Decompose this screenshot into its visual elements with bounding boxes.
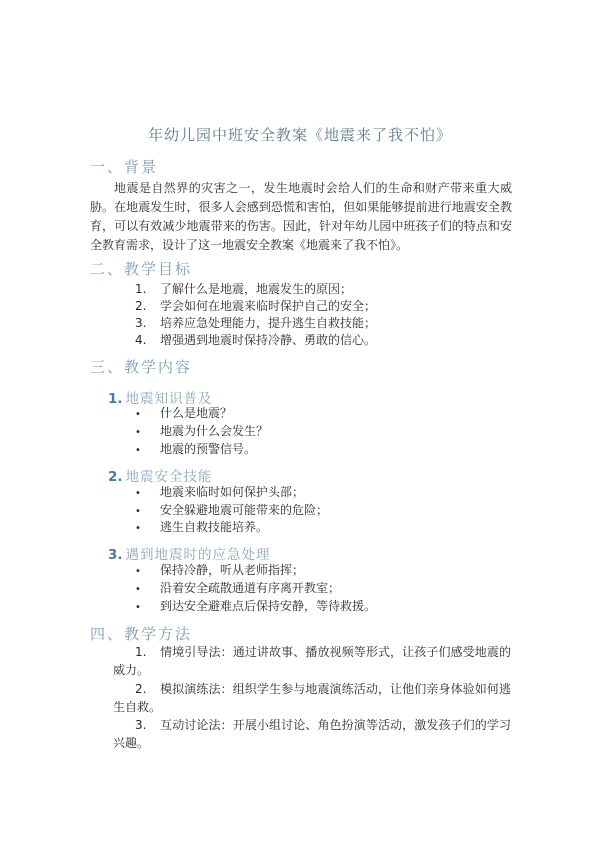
item-text: 增强遇到地震时保持冷静、勇敢的信心。: [160, 333, 377, 347]
item-text: 了解什么是地震，地震发生的原因；: [160, 282, 353, 296]
subheading-text: 地震安全技能: [125, 469, 213, 485]
item-number: 3.: [135, 718, 147, 732]
bullet-item: [135, 562, 304, 580]
item-text: 到达安全避难点后保持安静，等待救援。: [160, 599, 377, 613]
bullet-item: [135, 405, 232, 423]
bullet-icon: •: [135, 523, 141, 534]
subheading-emergency: [108, 543, 271, 563]
heading-goals: 二、教学目标: [90, 260, 193, 278]
bullet-icon: •: [135, 566, 141, 577]
item-text: 模拟演练法：组织学生参与地震演练活动，让他们亲身体验如何逃生自救。: [113, 682, 511, 714]
bullet-item: [135, 441, 256, 459]
item-text: 培养应急处理能力，提升逃生自救技能；: [160, 316, 377, 330]
goal-item: [135, 332, 376, 349]
bullet-icon: •: [135, 409, 141, 420]
subheading-number: 2.: [108, 469, 123, 485]
bullet-icon: •: [135, 488, 141, 499]
bullet-item: [135, 519, 268, 537]
item-text: 情境引导法：通过讲故事、播放视频等形式，让孩子们感受地震的威力。: [113, 645, 511, 677]
goal-item: [135, 298, 376, 315]
method-item: [113, 643, 511, 679]
item-text: 互动讨论法：开展小组讨论、角色扮演等活动，激发孩子们的学习兴趣。: [113, 718, 511, 750]
item-text: 地震为什么会发生？: [160, 424, 269, 438]
item-text: 保持冷静，听从老师指挥；: [160, 563, 305, 577]
item-number: 2.: [135, 682, 147, 696]
goal-item: [135, 315, 376, 332]
bullet-icon: •: [135, 584, 141, 595]
bullet-item: [135, 484, 304, 502]
subheading-text: 地震知识普及: [125, 391, 213, 407]
document-title: 年幼儿园中班安全教案《地震来了我不怕》: [147, 126, 452, 144]
item-number: 3.: [135, 316, 147, 330]
bullet-item: [135, 580, 340, 598]
subheading-number: 1.: [108, 391, 123, 407]
bullet-icon: •: [135, 602, 141, 613]
heading-methods: 四、教学方法: [90, 625, 193, 643]
heading-background: 一、背景: [90, 158, 159, 176]
bullet-item: [135, 598, 376, 616]
item-text: 地震来临时如何保护头部；: [160, 485, 305, 499]
goal-item: [135, 281, 352, 298]
item-text: 沿着安全疏散通道有序离开教室；: [160, 581, 341, 595]
item-text: 地震的预警信号。: [160, 442, 257, 456]
subheading-knowledge: [108, 387, 213, 407]
bullet-icon: •: [135, 506, 141, 517]
item-text: 安全躲避地震可能带来的危险；: [160, 503, 329, 517]
item-number: 1.: [135, 645, 147, 659]
background-paragraph: 地震是自然界的灾害之一，发生地震时会给人们的生命和财产带来重大威胁。在地震发生时，很多人会感到恐慌和害怕，但如果能够提前进行地震安全教育，可以有效减少地震带来的伤害。因此，针对年幼儿园中班孩子们的特点和安全教育需求，设计了这一地震安全教案《地震来了我不怕》。: [90, 181, 512, 252]
method-item: [113, 716, 511, 752]
item-number: 2.: [135, 299, 147, 313]
item-text: 逃生自救技能培养。: [160, 520, 269, 534]
bullet-icon: •: [135, 427, 141, 438]
subheading-skills: [108, 465, 213, 485]
bullet-item: [135, 423, 268, 441]
subheading-number: 3.: [108, 547, 123, 563]
subheading-text: 遇到地震时的应急处理: [125, 547, 271, 563]
item-number: 1.: [135, 282, 147, 296]
heading-content: 三、教学内容: [90, 358, 193, 376]
item-text: 学会如何在地震来临时保护自己的安全；: [160, 299, 377, 313]
method-item: [113, 680, 511, 716]
bullet-icon: •: [135, 445, 141, 456]
bullet-item: [135, 502, 328, 520]
item-text: 什么是地震？: [160, 406, 233, 420]
item-number: 4.: [135, 333, 147, 347]
